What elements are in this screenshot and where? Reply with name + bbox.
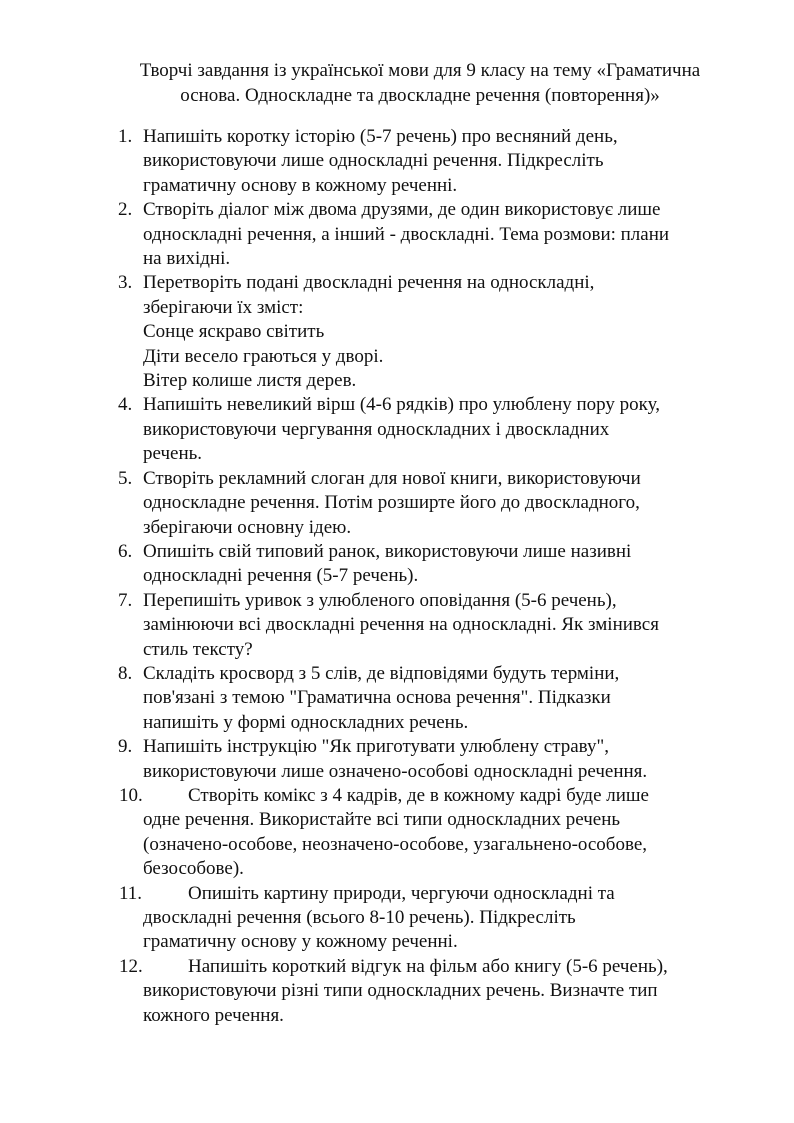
task-text-line: Напишіть короткий відгук на фільм або книгу (5-6 речень),	[188, 955, 668, 977]
task-number: 10.	[119, 784, 143, 806]
task-text-line: Перетворіть подані двоскладні речення на односкладні,	[143, 272, 595, 294]
task-number: 5.	[118, 467, 133, 489]
task-text-line: кожного речення.	[143, 1004, 284, 1026]
task-text-line: Напишіть коротку історію (5-7 речень) про весняний день,	[143, 126, 618, 147]
task-item	[0, 467, 794, 540]
task-text-line: Напишіть інструкцію "Як приготувати улюблену страву",	[143, 736, 610, 758]
task-number: 11.	[119, 882, 143, 904]
task-text	[143, 784, 743, 882]
task-text-line: використовуючи лише означено-особові односкладні речення.	[143, 760, 648, 782]
task-text	[143, 882, 743, 955]
task-text-line: використовуючи лише односкладні речення. Підкресліть	[143, 150, 604, 172]
task-number: 4.	[118, 394, 133, 416]
task-text-line: використовуючи чергування односкладних і двоскладних	[143, 418, 610, 440]
task-text-line: граматичну основу у кожному реченні.	[143, 931, 458, 953]
task-number: 8.	[118, 662, 133, 684]
task-text-line: Опишіть свій типовий ранок, використовуючи лише називні	[143, 540, 632, 562]
task-text-line: односкладні речення, а інший - двоскладні. Тема розмови: плани	[143, 223, 670, 245]
task-text-line: односкладні речення (5-7 речень).	[143, 565, 419, 587]
task-text-line: (означено-особове, неозначено-особове, узагальнено-особове,	[143, 833, 648, 855]
task-text	[143, 393, 743, 466]
task-text-line: Діти весело граються у дворі.	[143, 345, 384, 367]
task-text	[143, 467, 743, 540]
task-text	[143, 955, 743, 1028]
task-item	[0, 735, 794, 784]
task-text-line: Сонце яскраво світить	[143, 321, 325, 343]
task-text-line: граматичну основу в кожному реченні.	[143, 174, 458, 196]
task-text-line: Складіть кросворд з 5 слів, де відповідями будуть терміни,	[143, 662, 620, 684]
task-text-line: Напишіть невеликий вірш (4-6 рядків) про улюблену пору року,	[143, 394, 660, 416]
task-item	[0, 393, 794, 466]
task-item	[0, 955, 794, 1028]
task-text-line: Вітер колише листя дерев.	[143, 370, 357, 392]
task-text-line: на вихідні.	[143, 248, 231, 270]
task-text-line: одне речення. Використайте всі типи односкладних речень	[143, 809, 621, 831]
task-item	[0, 784, 794, 882]
task-text-line: Створіть комікс з 4 кадрів, де в кожному кадрі буде лише	[188, 784, 649, 806]
document-title	[80, 58, 760, 108]
task-text-line: двоскладні речення (всього 8-10 речень). Підкресліть	[143, 907, 576, 928]
task-number: 7.	[118, 589, 133, 611]
task-item	[0, 125, 794, 198]
task-item	[0, 198, 794, 271]
task-item	[0, 540, 794, 589]
task-text-line: стиль тексту?	[143, 638, 253, 660]
task-list	[0, 125, 794, 1028]
task-text-line: напишіть у формі односкладних речень.	[143, 711, 469, 733]
task-text	[143, 662, 743, 735]
task-item	[0, 662, 794, 735]
task-number: 1.	[118, 126, 133, 147]
task-item	[0, 589, 794, 662]
task-text-line: односкладне речення. Потім розширте його до двоскладного,	[143, 492, 640, 514]
task-text-line: Створіть діалог між двома друзями, де один використовує лише	[143, 199, 661, 221]
document-title-line-1: Творчі завдання із української мови для 9 класу на тему «Граматична	[139, 60, 701, 81]
task-text	[143, 735, 743, 784]
task-item	[0, 882, 794, 955]
task-text-line: використовуючи різні типи односкладних речень. Визначте тип	[143, 980, 658, 1002]
task-number: 2.	[118, 199, 133, 221]
task-item	[0, 271, 794, 393]
task-text	[143, 540, 743, 589]
document-title-line-2: основа. Односкладне та двоскладне речення (повторення)»	[180, 85, 660, 106]
task-text	[143, 589, 743, 662]
task-text-line: Перепишіть уривок з улюбленого оповідання (5-6 речень),	[143, 589, 617, 611]
task-number: 3.	[118, 272, 133, 294]
task-text	[143, 125, 743, 198]
task-text	[143, 198, 743, 271]
task-text	[143, 271, 743, 393]
task-text-line: безособове).	[143, 858, 244, 880]
task-number: 6.	[118, 540, 133, 562]
task-text-line: зберігаючи основну ідею.	[143, 516, 352, 538]
task-text-line: речень.	[143, 443, 203, 465]
task-text-line: замінюючи всі двоскладні речення на односкладні. Як змінився	[143, 614, 659, 636]
task-text-line: Створіть рекламний слоган для нової книги, використовуючи	[143, 467, 641, 489]
task-text-line: Опишіть картину природи, чергуючи односкладні та	[188, 882, 615, 904]
task-number: 9.	[118, 736, 133, 758]
task-text-line: зберігаючи їх зміст:	[143, 296, 304, 318]
task-number: 12.	[119, 955, 143, 977]
task-text-line: пов'язані з темою "Граматична основа речення". Підказки	[143, 687, 611, 709]
